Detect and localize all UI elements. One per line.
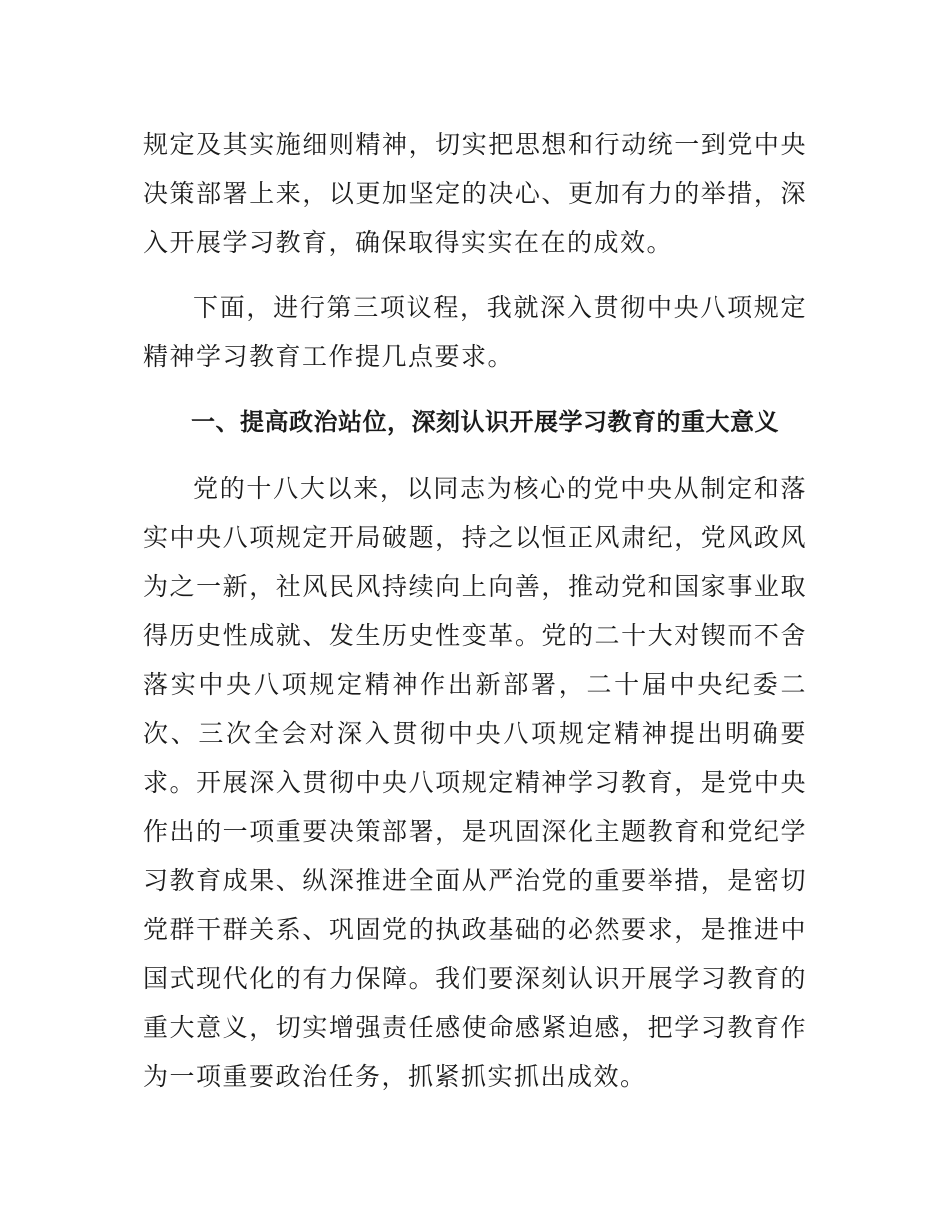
section-heading: 一、提高政治站位，深刻认识开展学习教育的重大意义	[191, 408, 779, 436]
paragraph-significance: 党的十八大以来，以同志为核心的党中央从制定和落实中央八项规定开局破题，持之以恒正风肃纪，党风政风为之一新，社风民风持续向上向善，推动党和国家事业取得历史性成就、发生历史性变革。党的二十大对锲而不舍落实中央八项规定精神作出新部署，二十届中央纪委二次、三次全会对深入贯彻中央八项规定精神提出明确要求。开展深入贯彻中央八项规定精神学习教育，是党中央作出的一项重要决策部署，是巩固深化主题教育和党纪学习教育成果、纵深推进全面从严治党的重要举措，是密切党群干群关系、巩固党的执政基础的必然要求，是推进中国式现代化的有力保障。我们要深刻认识开展学习教育的重大意义，切实增强责任感使命感紧迫感，把学习教育作为一项重要政治任务，抓紧抓实抓出成效。	[143, 474, 807, 1091]
paragraph-agenda: 下面，进行第三项议程，我就深入贯彻中央八项规定精神学习教育工作提几点要求。	[143, 293, 807, 371]
paragraph-continued: 规定及其实施细则精神，切实把思想和行动统一到党中央决策部署上来，以更加坚定的决心、更加有力的举措，深入开展学习教育，确保取得实实在在的成效。	[143, 130, 807, 257]
